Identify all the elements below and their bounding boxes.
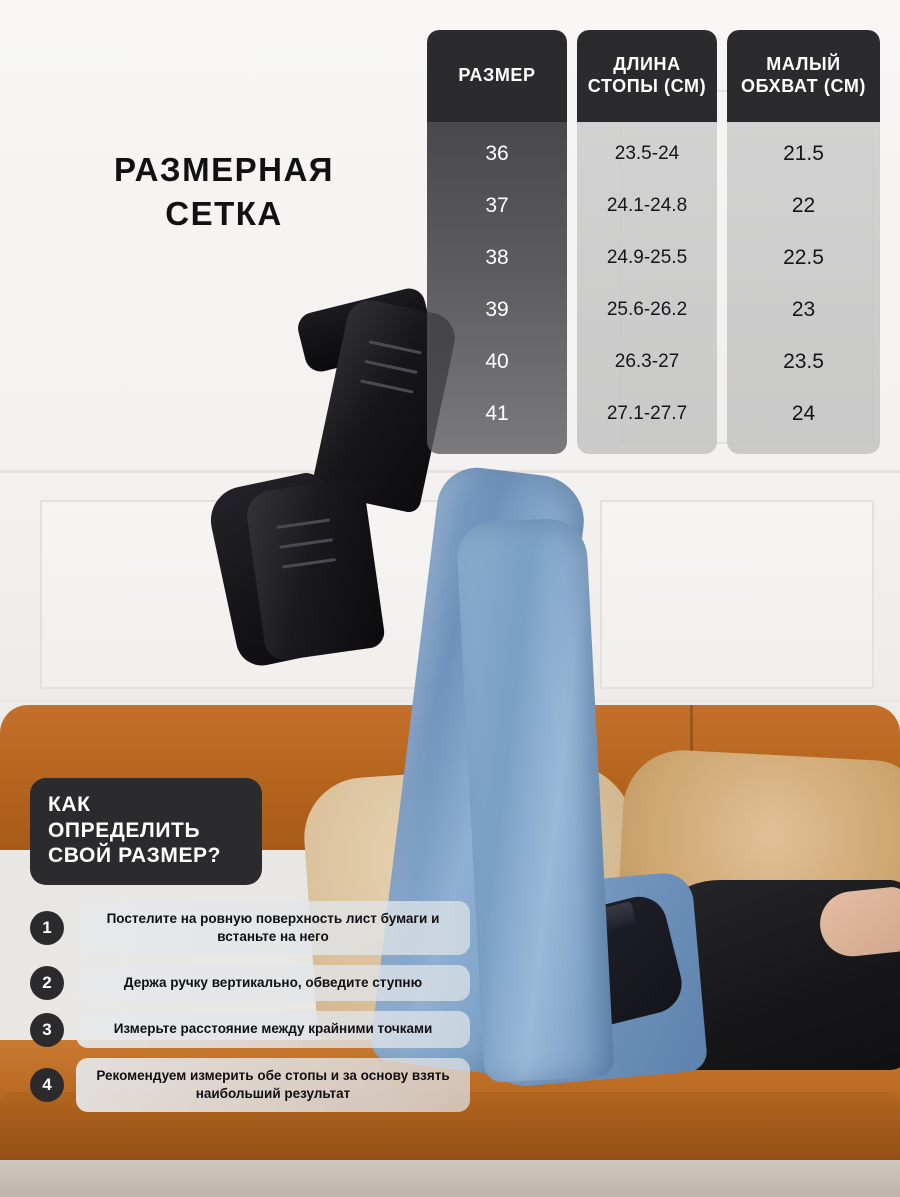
table-cell: 40 [485,350,509,373]
table-cell: 25.6-26.2 [606,299,688,320]
table-cell: 37 [485,194,509,217]
boot-upper-left [244,477,386,662]
howto-step [30,965,470,1001]
boot-lace [276,518,330,528]
table-cell: 23.5 [783,350,824,373]
step-text: Измерьте расстояние между крайними точками [76,1011,470,1047]
size-table-column-girth [727,30,880,454]
table-cell: 27.1-27.7 [606,403,688,424]
howto-step [30,901,470,955]
step-number: 1 [30,911,64,945]
size-table [427,30,880,454]
table-cell: 26.3-27 [614,351,680,372]
table-cell: 36 [485,142,509,165]
column-body-size [427,122,567,454]
boot-lace [368,340,421,354]
step-text: Рекомендуем измерить обе стопы и за основу взять наибольший результат [76,1058,470,1112]
table-cell: 38 [485,246,509,269]
table-cell: 21.5 [783,142,824,165]
wall-panel-right [600,500,874,689]
howto-steps [30,901,470,1112]
howto-title: КАК ОПРЕДЕЛИТЬ СВОЙ РАЗМЕР? [30,778,262,885]
table-cell: 24 [791,402,816,425]
table-cell: 41 [485,402,509,425]
step-number: 3 [30,1013,64,1047]
step-text: Постелите на ровную поверхность лист бумаги и встаньте на него [76,901,470,955]
size-table-column-foot-length [577,30,717,454]
table-cell: 23 [791,298,816,321]
boot-lace [364,360,417,374]
table-cell: 22.5 [783,246,824,269]
howto-block [30,778,470,1122]
table-cell: 23.5-24 [614,143,680,164]
boot-lace [360,379,413,393]
size-table-column-size [427,30,567,454]
step-number: 2 [30,966,64,1000]
jeans-leg-far [455,517,614,1083]
column-body-girth [727,122,880,454]
step-number: 4 [30,1068,64,1102]
howto-step [30,1011,470,1047]
column-header-size: РАЗМЕР [427,30,567,122]
column-header-girth: МАЛЫЙ ОБХВАТ (СМ) [727,30,880,122]
page-title: РАЗМЕРНАЯ СЕТКА [113,151,334,232]
howto-step [30,1058,470,1112]
column-header-foot-length: ДЛИНА СТОПЫ (СМ) [577,30,717,122]
table-cell: 39 [485,298,509,321]
floor [0,1160,900,1197]
table-cell: 22 [791,194,816,217]
wall-molding-line [0,470,900,473]
table-cell: 24.1-24.8 [606,195,688,216]
column-body-foot-length [577,122,717,454]
boot-lace [279,538,333,548]
step-text: Держа ручку вертикально, обведите ступню [76,965,470,1001]
boot-lace [282,558,336,568]
table-cell: 24.9-25.5 [606,247,688,268]
